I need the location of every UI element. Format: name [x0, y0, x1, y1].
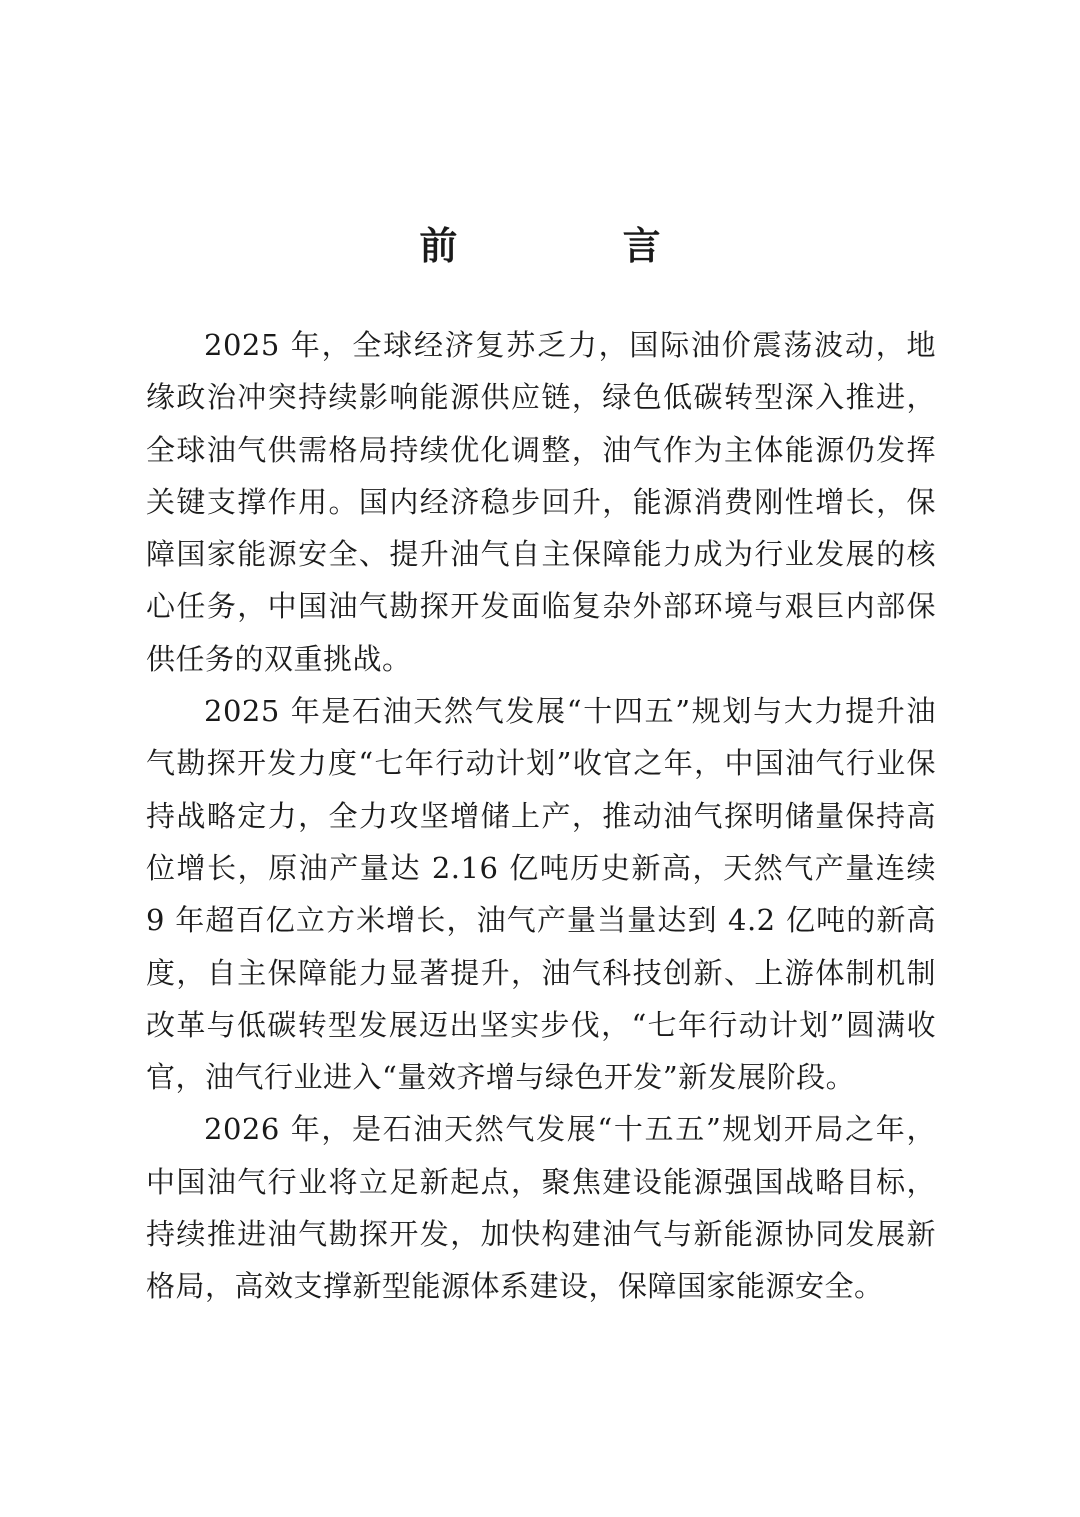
preface-body [146, 319, 936, 1313]
page-title: 前 言 [419, 224, 737, 268]
paragraph-3: 2026 年，是石油天然气发展“十五五”规划开局之年，中国油气行业将立足新起点，聚焦建设能源强国战略目标，持续推进油气勘探开发，加快构建油气与新能源协同发展新格局，高效支撑新型能源体系建设，保障国家能源安全。 [146, 1112, 936, 1304]
paragraph-1: 2025 年，全球经济复苏乏力，国际油价震荡波动，地缘政治冲突持续影响能源供应链，绿色低碳转型深入推进，全球油气供需格局持续优化调整，油气作为主体能源仍发挥关键支撑作用。国内经济稳步回升，能源消费刚性增长，保障国家能源安全、提升油气自主保障能力成为行业发展的核心任务，中国油气勘探开发面临复杂外部环境与艰巨内部保供任务的双重挑战。 [146, 328, 936, 676]
paragraph-2: 2025 年是石油天然气发展“十四五”规划与大力提升油气勘探开发力度“七年行动计划”收官之年，中国油气行业保持战略定力，全力攻坚增储上产，推动油气探明储量保持高位增长，原油产量达 2.16 亿吨历史新高，天然气产量连续 9 年超百亿立方米增长，油气产量当量达到 4.2 亿吨的新高度，自主保障能力显著提升，油气科技创新、上游体制机制改革与低碳转型发展迈出坚实步伐，“七年行动计划”圆满收官，油气行业进入“量效齐增与绿色开发”新发展阶段。 [146, 694, 936, 1095]
